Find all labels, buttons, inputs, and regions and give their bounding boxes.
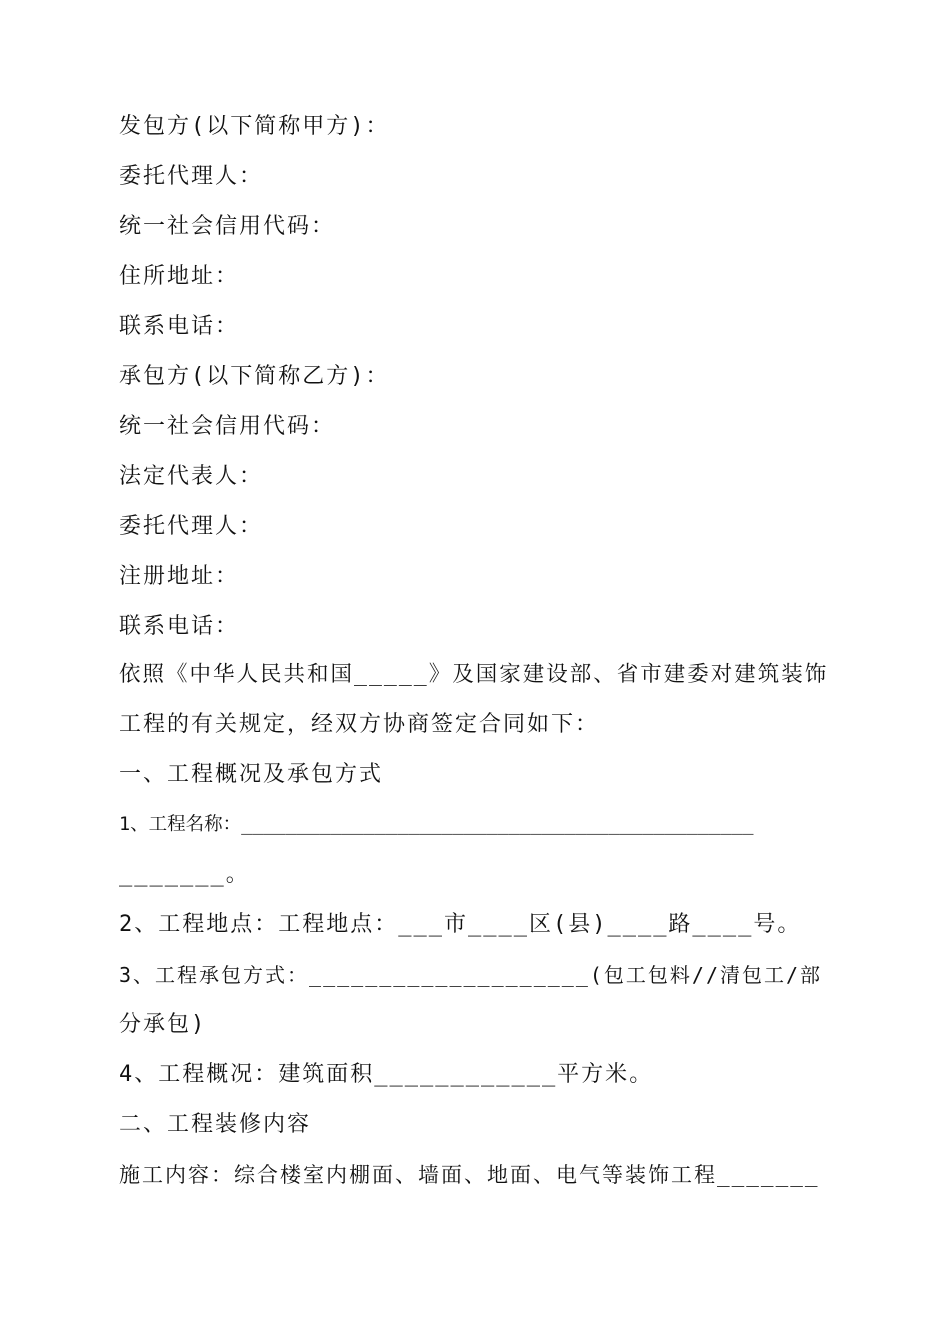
preamble-line-2: 工程的有关规定，经双方协商签定合同如下： [119,712,600,737]
party-a-address: 住所地址： [119,264,240,289]
preamble-line-1: 依照《中华人民共和国_____》及国家建设部、省市建委对建筑装饰 [119,662,829,687]
party-a-phone: 联系电话： [119,314,240,339]
section-1-heading: 一、工程概况及承包方式 [119,762,384,787]
party-b-legal-rep: 法定代表人： [119,464,264,489]
party-a-credit-code: 统一社会信用代码： [119,214,336,239]
party-b-registered-address: 注册地址： [119,564,240,589]
contract-method: 3、工程承包方式：____________________(包工包料//清包工/部 [119,963,823,987]
party-b-credit-code: 统一社会信用代码： [119,414,336,439]
party-a-label: 发包方(以下简称甲方)： [119,114,390,139]
construction-content: 施工内容：综合楼室内棚面、墙面、地面、电气等装饰工程_______ [119,1163,820,1187]
project-location: 2、工程地点：工程地点：___市____区(县)____路____号。 [119,912,802,937]
section-2-heading: 二、工程装修内容 [119,1112,312,1137]
party-b-label: 承包方(以下简称乙方)： [119,364,390,389]
party-b-phone: 联系电话： [119,614,240,639]
project-overview: 4、工程概况：建筑面积____________平方米。 [119,1062,654,1087]
contract-method-continued: 分承包) [119,1012,207,1037]
party-b-agent: 委托代理人： [119,514,264,539]
party-a-agent: 委托代理人： [119,164,264,189]
project-name: 1、工程名称：______________________________________________ [119,814,754,835]
project-name-continued: _______。 [119,862,250,887]
